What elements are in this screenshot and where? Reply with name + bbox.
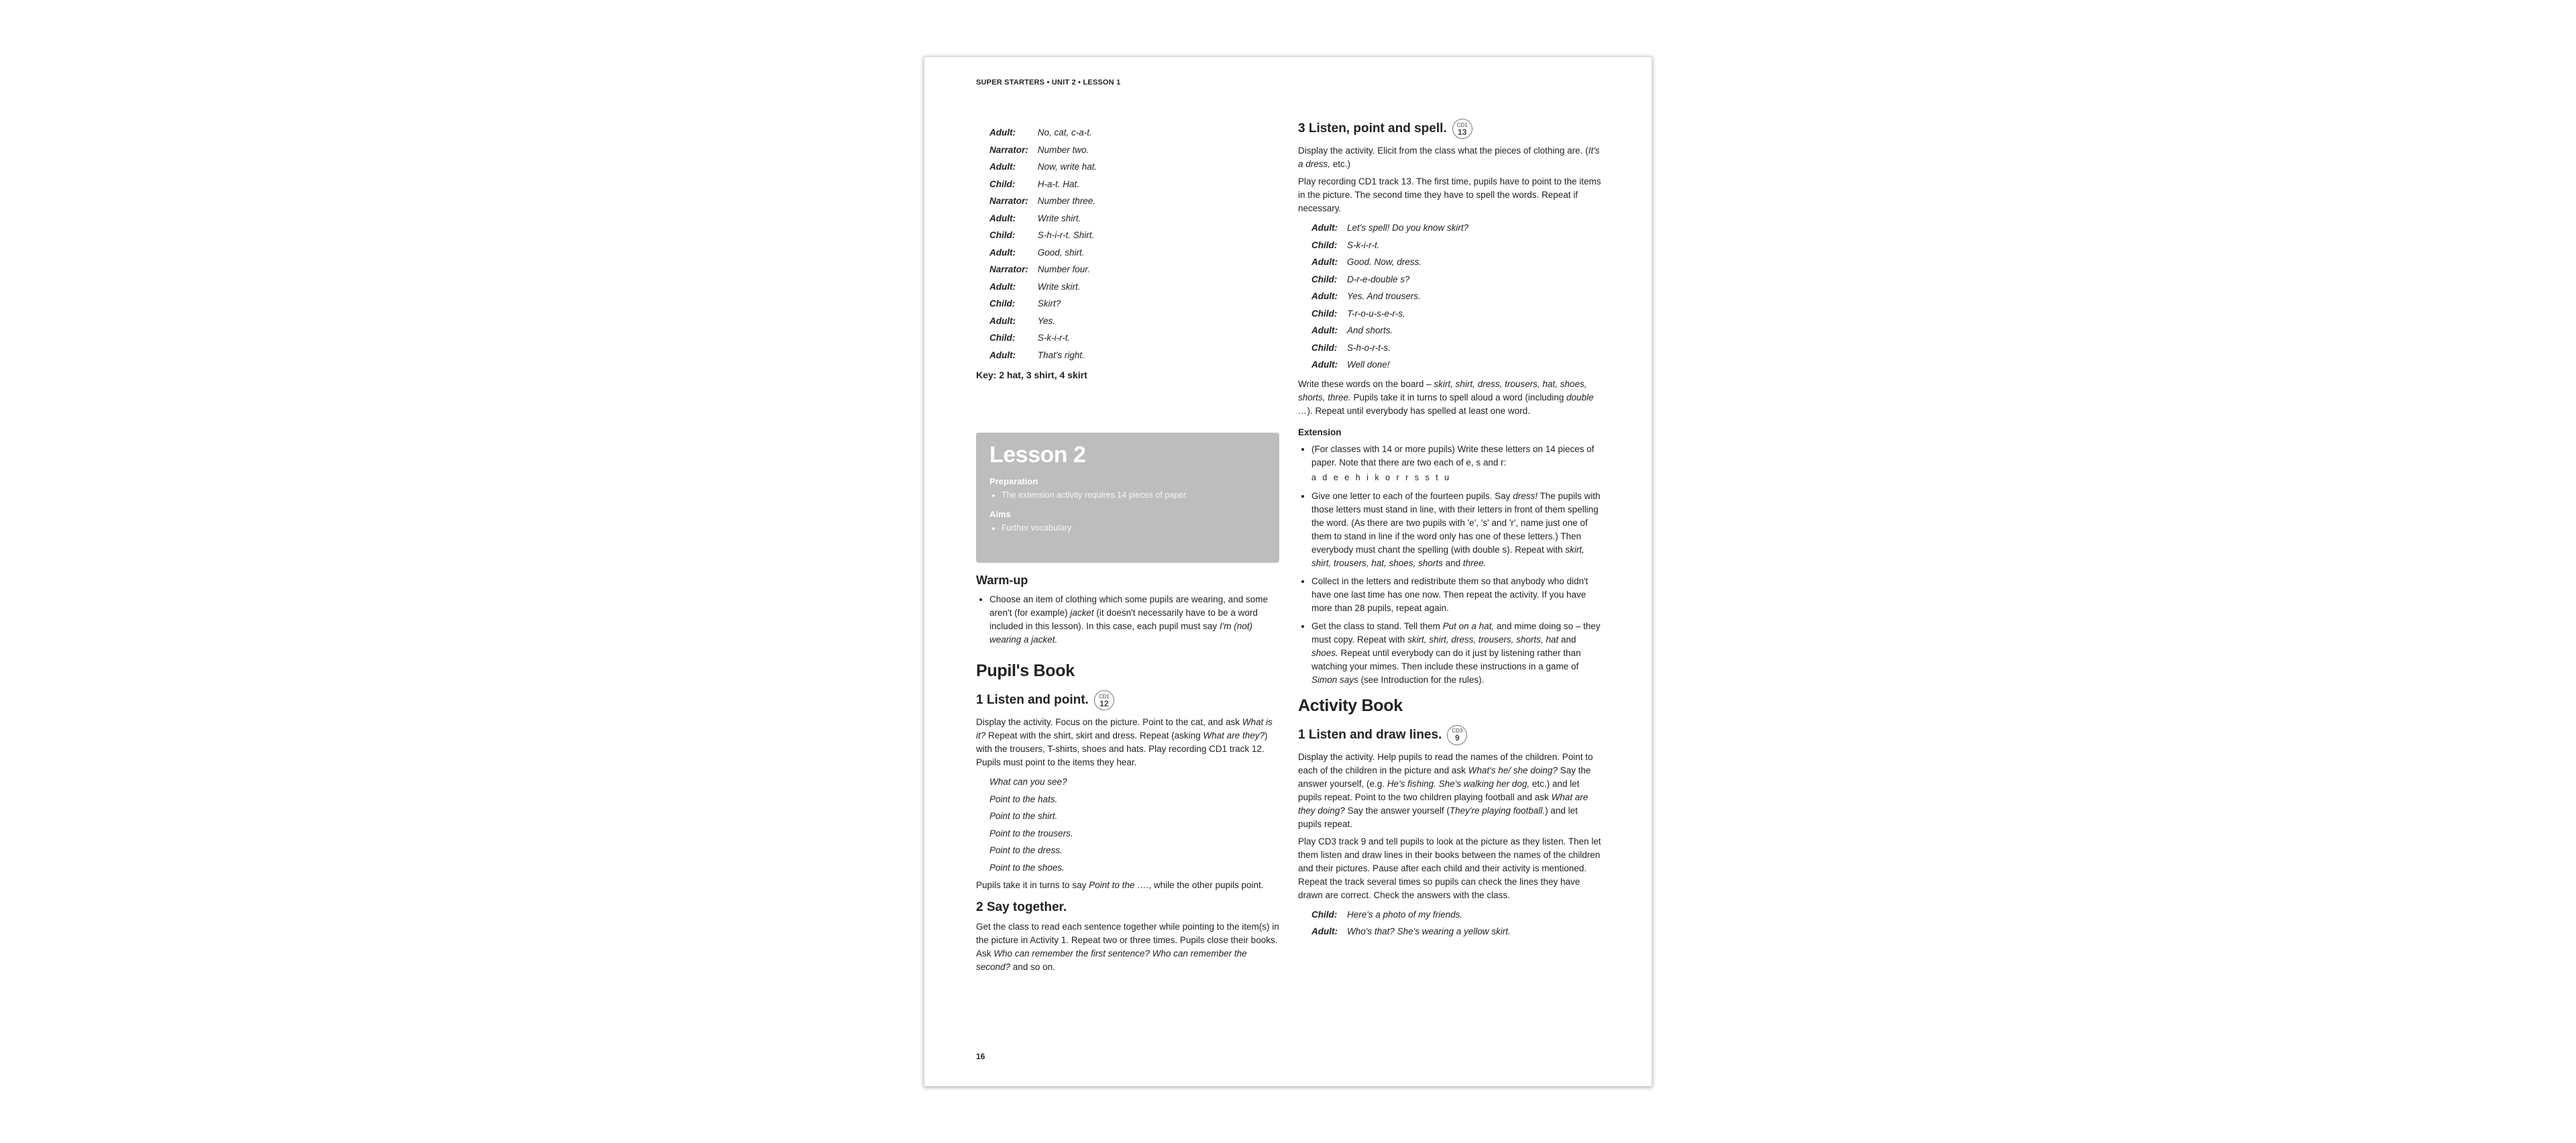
answer-key: Key: 2 hat, 3 shirt, 4 skirt [976, 370, 1087, 380]
speaker-label: Adult: [989, 281, 1016, 292]
activity-title: 1 Listen and point. [976, 693, 1089, 707]
activity-3-followup: Write these words on the board – skirt, shirt, dress, trousers, hat, shoes, shorts, three. Pupils take it in turns to spell aloud a word (including double …). Repeat until everybody has spelled at least one word. [1298, 378, 1594, 416]
speaker-label: Child: [1311, 239, 1338, 250]
speaker-label: Child: [1311, 342, 1338, 353]
dialogue-line: H-a-t. Hat. [1037, 178, 1080, 189]
speaker-label: Child: [1311, 909, 1338, 920]
running-head: SUPER STARTERS • UNIT 2 • LESSON 1 [976, 78, 1121, 87]
dialogue-line: No, cat, c-a-t. [1037, 127, 1092, 138]
extension-list [1298, 443, 1601, 687]
list-item: • Give one letter to each of the fourteen pupils. Say dress! The pupils with those letters must stand in line, with their letters in front of them spelling the word. (As there are two pupils with 'e', 's' and 'r', name just one of them to stand in line if the word only has one of these letters.) Then everybody must chant the spelling (with double s). Repeat with skirt, shirt, trousers, hat, shoes, shorts and three. [1311, 490, 1601, 570]
activity-book-1-intro: Display the activity. Help pupils to read the names of the children. Point to each of the children in the picture and ask What's he/ she doing? Say the answer yourself, (e.g. He's fishing. She's walking her dog, etc.) and let pupils repeat. Point to the two children playing football and ask What are they doing? Say the answer yourself (They're playing football.) and let pupils repeat. [1298, 751, 1593, 829]
activity-3-heading [1298, 119, 1601, 139]
activity-1-heading [976, 690, 1279, 710]
speaker-label: Adult: [989, 315, 1016, 326]
lesson-title: Lesson 2 [989, 442, 1086, 468]
list-item: Point to the dress. [989, 845, 1063, 855]
speaker-label: Adult: [989, 349, 1016, 360]
dialogue-line: Number three. [1037, 196, 1096, 206]
speaker-label: Adult: [1311, 223, 1338, 233]
preparation-list [989, 489, 1266, 501]
dialogue-line: D-r-e-double s? [1346, 274, 1410, 284]
dialogue-line: Yes. [1037, 315, 1056, 326]
dialogue-line: Here's a photo of my friends. [1346, 909, 1463, 920]
speaker-label: Child: [989, 298, 1016, 309]
list-item: What can you see? [989, 777, 1067, 787]
cd-track-icon: CD1 12 [1094, 690, 1114, 710]
speaker-label: Adult: [1311, 257, 1338, 267]
speaker-label: Narrator: [989, 196, 1028, 206]
activity-book-1-heading [1298, 725, 1601, 745]
activity-3-instructions: Play recording CD1 track 13. The first time, pupils have to point to the items in the picture. The second time they have to spell the words. Repeat if necessary. [1298, 176, 1601, 213]
speaker-label: Narrator: [989, 264, 1028, 274]
document-page [924, 56, 1652, 1087]
cd-track-icon: CD3 9 [1447, 725, 1467, 745]
activity-1-instructions: Display the activity. Focus on the picture. Point to the cat, and ask What is it? Repeat with the shirt, skirt and dress. Repeat (asking What are they?) with the trousers, T-shirts, shoes and hats. Play recording CD1 track 12. Pupils must point to the items they hear. [976, 717, 1273, 767]
speaker-label: Child: [989, 333, 1016, 343]
dialogue-line: And shorts. [1346, 325, 1393, 335]
list-item: • (For classes with 14 or more pupils) Write these letters on 14 pieces of paper. Note that there are two each of e, s and r: a d e e h i k o r r s s t u [1311, 443, 1601, 484]
extension-heading: Extension [1298, 427, 1342, 437]
dialogue-transcript [1298, 219, 1601, 374]
activity-1-lines [976, 773, 1279, 876]
speaker-label: Adult: [989, 127, 1016, 138]
speaker-label: Adult: [1311, 926, 1338, 936]
dialogue-line: S-h-i-r-t. Shirt. [1037, 230, 1095, 240]
dialogue-line: Let's spell! Do you know skirt? [1346, 223, 1469, 233]
activity-title: 1 Listen and draw lines. [1298, 727, 1442, 742]
list-item: Point to the shirt. [989, 811, 1058, 821]
lesson-2-box [976, 433, 1279, 563]
list-item: • Further vocabulary [1002, 522, 1266, 534]
dialogue-line: S-h-o-r-t-s. [1346, 342, 1391, 353]
dialogue-line: Write shirt. [1037, 213, 1081, 223]
activity-title: 3 Listen, point and spell. [1298, 121, 1447, 135]
activity-3-intro: Display the activity. Elicit from the class what the pieces of clothing are. (It's a dress, etc.) [1298, 146, 1600, 169]
dialogue-transcript [1298, 906, 1601, 940]
aims-list [989, 522, 1266, 534]
speaker-label: Child: [1311, 308, 1338, 319]
letters-list: a d e e h i k o r r s s t u [1311, 472, 1452, 482]
warmup-heading: Warm-up [976, 574, 1028, 587]
preparation-heading: Preparation [989, 476, 1038, 486]
warmup-list [976, 593, 1279, 647]
speaker-label: Adult: [1311, 360, 1338, 370]
speaker-label: Adult: [989, 162, 1016, 172]
speaker-label: Adult: [989, 213, 1016, 223]
dialogue-line: Good, shirt. [1037, 247, 1085, 258]
dialogue-line: Yes. And trousers. [1346, 291, 1421, 301]
list-item: Point to the hats. [989, 794, 1058, 804]
activity-1-followup: Pupils take it in turns to say Point to the …., while the other pupils point. [976, 880, 1264, 890]
dialogue-line: Write skirt. [1037, 281, 1081, 292]
list-item: • Get the class to stand. Tell them Put on a hat, and mime doing so – they must copy. Repeat with skirt, shirt, dress, trousers, shorts, hat and shoes. Repeat until everybody can do it just by listening rather than watching your mimes. Then include these instructions in a game of Simon says (see Introduction for the rules). [1311, 620, 1601, 687]
activity-book-1-instructions: Play CD3 track 9 and tell pupils to look at the picture as they listen. Then let them listen and draw lines in their books between the names of the children and their pictures. Pause after each child and their activity is mentioned. Repeat the track several times so pupils can check the lines they have drawn are correct. Check the answers with the class. [1298, 836, 1601, 900]
dialogue-line: Number two. [1037, 144, 1089, 155]
speaker-label: Narrator: [989, 144, 1028, 155]
page-number: 16 [976, 1052, 985, 1061]
dialogue-line: That's right. [1037, 349, 1085, 360]
list-item: • Choose an item of clothing which some pupils are wearing, and some aren't (for example) jacket (it doesn't necessarily have to be a word included in this lesson). In this case, each pupil must say I'm (not) wearing a jacket. [989, 593, 1279, 647]
speaker-label: Child: [989, 230, 1016, 240]
dialogue-line: Who's that? She's wearing a yellow skirt. [1346, 926, 1511, 936]
list-item: Point to the trousers. [989, 828, 1073, 838]
aims-heading: Aims [989, 509, 1011, 519]
list-item: • The extension activity requires 14 pieces of paper. [1002, 489, 1266, 501]
dialogue-line: Well done! [1346, 360, 1390, 370]
speaker-label: Child: [1311, 274, 1338, 284]
dialogue-line: S-k-i-r-t. [1346, 239, 1380, 250]
activity-book-heading: Activity Book [1298, 696, 1403, 715]
dialogue-line: S-k-i-r-t. [1037, 333, 1071, 343]
speaker-label: Adult: [989, 247, 1016, 258]
dialogue-line: Skirt? [1037, 298, 1061, 309]
dialogue-line: Number four. [1037, 264, 1091, 274]
activity-2-heading: 2 Say together. [976, 900, 1067, 914]
dialogue-line: Now, write hat. [1037, 162, 1097, 172]
list-item: Point to the shoes. [989, 862, 1065, 873]
speaker-label: Adult: [1311, 325, 1338, 335]
list-item: • Collect in the letters and redistribute them so that anybody who didn't have one last time has one now. Then repeat the activity. If you have more than 28 pupils, repeat again. [1311, 575, 1601, 615]
speaker-label: Child: [989, 178, 1016, 189]
dialogue-transcript [989, 124, 1271, 364]
dialogue-line: Good. Now, dress. [1346, 257, 1422, 267]
cd-track-icon: CD1 13 [1452, 119, 1472, 139]
activity-2-instructions: Get the class to read each sentence together while pointing to the item(s) in the picture in Activity 1. Repeat two or three times. Pupils close their books. Ask Who can remember the first sentence? Who can remember the second? and so on. [976, 922, 1279, 972]
dialogue-line: T-r-o-u-s-e-r-s. [1346, 308, 1405, 319]
pupils-book-heading: Pupil's Book [976, 661, 1075, 680]
speaker-label: Adult: [1311, 291, 1338, 301]
